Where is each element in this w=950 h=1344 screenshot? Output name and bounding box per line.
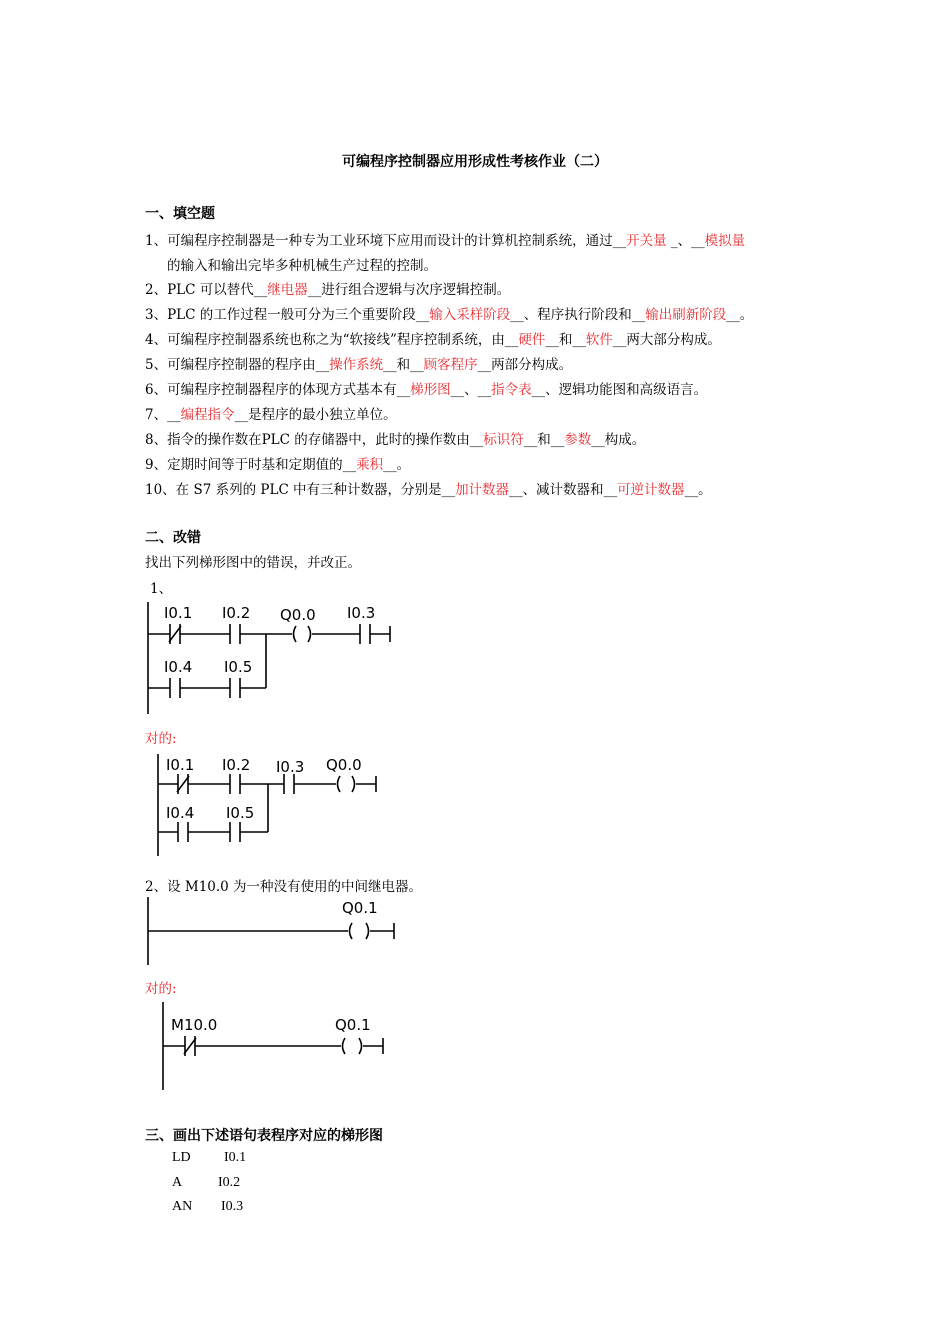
- question-text: __: [441, 482, 456, 498]
- question-text: 4、可编程序控制器系统也称之为“软接线”程序控制系统，由: [145, 332, 505, 348]
- question-text: __: [469, 432, 484, 448]
- stl-operation: AN: [172, 1199, 193, 1214]
- answer-text: 标识符: [483, 432, 524, 448]
- question-text: 10、在 S7 系列的 PLC 中有三种计数器，分别是: [145, 482, 442, 498]
- contact-label: I0.2: [222, 756, 251, 774]
- question-text: __: [477, 382, 492, 398]
- question-text: __两大部分构成。: [612, 332, 721, 348]
- question-text: __: [342, 457, 357, 473]
- section2-intro: 找出下列梯形图中的错误，并改正。: [145, 555, 361, 571]
- fill-blank-item: [145, 378, 707, 398]
- fill-blank-item: [145, 278, 510, 298]
- answer-text: 操作系统: [329, 357, 384, 373]
- answer-text: 继电器: [267, 282, 308, 298]
- stl-operation: A: [172, 1175, 183, 1190]
- question-text: 的输入和输出完毕多种机械生产过程的控制。: [167, 258, 437, 274]
- answer-text: 开关量: [626, 233, 667, 249]
- contact-label: I0.4: [166, 804, 195, 822]
- ladder-diagram-correct-2: [155, 1000, 400, 1092]
- question-text: 9、定期时间等于时基和定期值的: [145, 457, 343, 473]
- question2-label: 2、设 M10.0 为一种没有使用的中间继电器。: [145, 879, 423, 895]
- question-text: __和: [523, 432, 551, 448]
- question-text: __: [315, 357, 330, 373]
- coil-label: Q0.0: [280, 606, 316, 624]
- question-text: __、减计数器和: [509, 482, 604, 498]
- fill-blank-item: [145, 403, 397, 423]
- question-text: 5、可编程序控制器的程序由: [145, 357, 316, 373]
- section1-heading: 一、填空题: [145, 206, 215, 222]
- question-text: __构成。: [591, 432, 646, 448]
- answer-text: 乘积: [356, 457, 384, 473]
- question-text: __: [253, 282, 268, 298]
- question-text: __两部分构成。: [477, 357, 573, 373]
- ladder-diagram-wrong-1: [140, 598, 410, 718]
- ladder-diagram-wrong-2: [140, 895, 410, 967]
- answer-text: 输入采样阶段: [429, 307, 511, 323]
- section2-heading: 二、改错: [145, 530, 201, 546]
- question-text: _: [666, 233, 678, 249]
- fill-blank-item: [145, 453, 410, 473]
- ladder-diagram-correct-1: [150, 750, 400, 860]
- correct-label-2: 对的:: [145, 981, 177, 997]
- answer-text: 软件: [585, 332, 613, 348]
- contact-label: I0.3: [347, 604, 376, 622]
- question-text: __。: [684, 482, 712, 498]
- question-text: __。: [383, 457, 411, 473]
- question-text: __: [550, 432, 565, 448]
- stl-operand: I0.2: [218, 1175, 241, 1190]
- contact-label: I0.2: [222, 604, 251, 622]
- question-text: __。: [726, 307, 754, 323]
- coil-label: Q0.1: [335, 1016, 371, 1034]
- question-text: __、逻辑功能图和高级语言。: [531, 382, 708, 398]
- answer-text: 参数: [564, 432, 592, 448]
- question-text: __: [410, 357, 424, 373]
- question-text: __: [691, 233, 705, 249]
- coil-label: Q0.0: [326, 756, 362, 774]
- contact-label: I0.5: [226, 804, 255, 822]
- answer-text: 硬件: [518, 332, 546, 348]
- fill-blank-item: [145, 328, 721, 348]
- contact-label: I0.5: [224, 658, 253, 676]
- question-text: 2、PLC 可以替代: [145, 282, 254, 298]
- answer-text: 模拟量: [704, 233, 746, 249]
- stl-operand: I0.3: [221, 1199, 244, 1214]
- question1-label: 1、: [150, 581, 173, 597]
- answer-text: 梯形图: [410, 382, 451, 398]
- question-text: __进行组合逻辑与次序逻辑控制。: [307, 282, 511, 298]
- question-text: __: [504, 332, 519, 348]
- question-text: __: [612, 233, 627, 249]
- contact-label: I0.1: [164, 604, 193, 622]
- contact-label: I0.4: [164, 658, 193, 676]
- question-text: __是程序的最小独立单位。: [234, 407, 397, 423]
- question-text: __: [167, 407, 181, 423]
- contact-label: I0.1: [166, 756, 195, 774]
- question-text: 、: [677, 233, 692, 249]
- fill-blank-item: [145, 353, 572, 373]
- question-text: __: [603, 482, 618, 498]
- contact-label: I0.3: [276, 758, 305, 776]
- question-text: 3、PLC 的工作过程一般可分为三个重要阶段: [145, 307, 416, 323]
- fill-blank-item: [145, 478, 712, 498]
- answer-text: 编程指令: [180, 407, 235, 423]
- stl-operation: LD: [172, 1150, 191, 1165]
- question-text: 7、: [145, 407, 168, 423]
- question-text: 6、可编程序控制器程序的体现方式基本有: [145, 382, 397, 398]
- fill-blank-item: [145, 303, 753, 323]
- question-text: __和: [383, 357, 411, 373]
- answer-text: 顾客程序: [423, 357, 478, 373]
- correct-label-1: 对的:: [145, 731, 177, 747]
- answer-text: 加计数器: [455, 482, 510, 498]
- answer-text: 指令表: [491, 382, 532, 398]
- fill-blank-item: [145, 428, 645, 448]
- question-text: 1、可编程序控制器是一种专为工业环境下应用而设计的计算机控制系统，通过: [145, 233, 613, 249]
- question-text: __、程序执行阶段和: [510, 307, 632, 323]
- question-text: __和: [545, 332, 573, 348]
- question-text: __: [572, 332, 586, 348]
- fill-blank-item: [167, 254, 437, 274]
- question-text: __: [396, 382, 411, 398]
- page-title: 可编程序控制器应用形成性考核作业（二）: [342, 154, 608, 170]
- stl-operand: I0.1: [224, 1150, 247, 1165]
- contact-label: M10.0: [171, 1016, 218, 1034]
- question-text: 8、指令的操作数在PLC 的存储器中，此时的操作数由: [145, 432, 470, 448]
- question-text: __: [415, 307, 430, 323]
- coil-label: Q0.1: [342, 899, 378, 917]
- fill-blank-item: [145, 229, 745, 249]
- answer-text: 输出刷新阶段: [645, 307, 727, 323]
- answer-text: 可逆计数器: [617, 482, 685, 498]
- question-text: __、: [450, 382, 478, 398]
- question-text: __: [631, 307, 646, 323]
- section3-heading: 三、画出下述语句表程序对应的梯形图: [145, 1128, 383, 1144]
